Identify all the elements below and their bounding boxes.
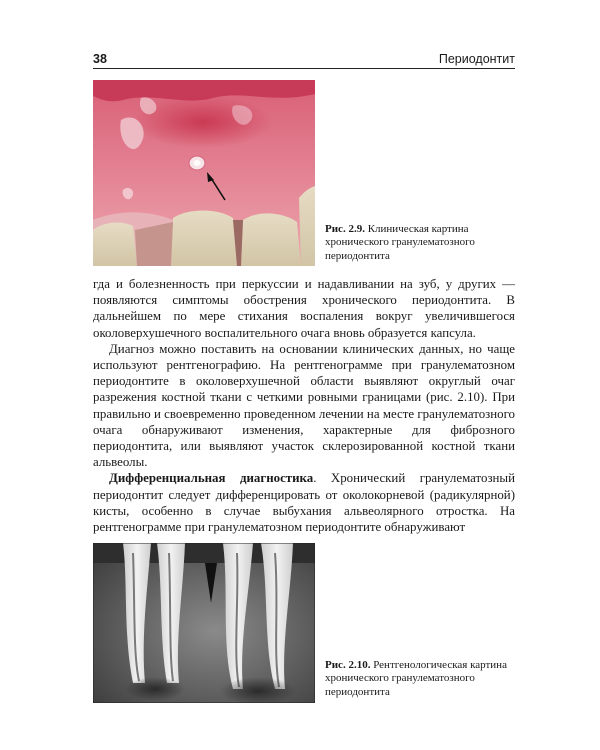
paragraph-text: . Хронический гранулематозный периодонтит следует дифференцировать от околокорневой (радикулярной) кисты, особенно в случае выбухания альвеолярного отростка. На рентгенограмме при гранулематозном периодонтите обнаруживают xyxy=(93,471,515,535)
figure-caption-2-10 xyxy=(325,659,515,699)
body-text xyxy=(93,276,515,535)
figure-clinical-photo xyxy=(93,80,315,266)
paragraph xyxy=(93,470,515,535)
figure-label: Рис. 2.9. xyxy=(325,223,365,235)
paragraph: Диагноз можно поставить на основании клинических данных, но чаще используют рентгенографию. На рентгенограмме при гранулематозном периодонтите в околоверхушечной области выявляют округлый очаг разрежения костной ткани с четкими ровными границами (рис. 2.10). При правильно и своевременно проведенном лечении на месте гранулематозного очага обнаруживают изменения, характерные для фиброзного периодонтита, или выявляют участок склерозированной костной ткани альвеолы. xyxy=(93,341,515,470)
figure-caption-text: Клиническая картина хронического гранулематозного периодонтита xyxy=(325,223,475,262)
figure-radiograph xyxy=(93,543,315,703)
bold-term: Дифференциальная диагностика xyxy=(109,471,314,486)
figure-caption-2-9 xyxy=(325,223,515,263)
header-rule xyxy=(93,68,515,69)
running-title: Периодонтит xyxy=(438,52,515,66)
figure-label: Рис. 2.10. xyxy=(325,659,371,671)
page-number: 38 xyxy=(93,52,107,66)
figure-caption-text: Рентгенологическая картина хронического гранулематозного периодонтита xyxy=(325,659,507,698)
paragraph: гда и болезненность при перкуссии и надавливании на зуб, у других — появляются симптомы обострения хронического периодонтита. В дальнейшем по мере стихания воспаления вокруг увеличившегося околоверхушечного воспалительного очага вновь образуется капсула. xyxy=(93,277,515,340)
